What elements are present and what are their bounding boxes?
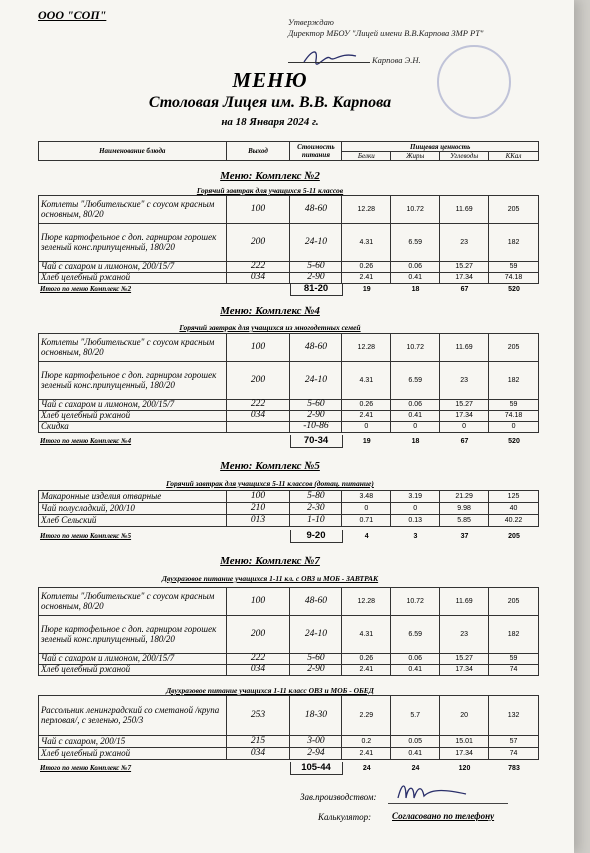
dish-protein: 4.31 <box>342 224 391 262</box>
total-carbs: 37 <box>460 532 469 540</box>
total-cost: 81-20 <box>290 283 342 295</box>
dish-name: Чай полусладкий, 200/10 <box>39 503 227 515</box>
production-manager-label: Зав.производством: <box>300 792 377 802</box>
dish-output: 100 <box>226 491 290 503</box>
col-cost-header: Стоимость питания <box>290 142 342 161</box>
dish-name: Котлеты "Любительские" с соусом красным основным, 80/20 <box>39 588 227 616</box>
dish-output: 100 <box>226 588 290 616</box>
dish-name: Хлеб целебный ржаной <box>39 665 227 676</box>
dish-kcal: 182 <box>489 224 539 262</box>
komplex7-lunch-meal: Двухразовое питание учащихся 1-11 класс ОВЗ и МОБ - ОБЕД <box>166 686 374 695</box>
dish-cost: 5-60 <box>290 654 342 665</box>
dish-cost: 18-30 <box>290 696 342 736</box>
table-row <box>39 616 539 654</box>
dish-output: 034 <box>226 665 290 676</box>
dish-carbs: 15.01 <box>440 736 489 748</box>
dish-fat: 0.41 <box>391 665 440 676</box>
dish-cost: 2-90 <box>290 273 342 284</box>
dish-carbs: 20 <box>440 696 489 736</box>
dish-fat: 0.06 <box>391 654 440 665</box>
total-kcal: 520 <box>508 285 520 293</box>
total-label: Итого по меню Комплекс №5 <box>40 532 132 540</box>
dish-fat: 0.41 <box>391 273 440 284</box>
dish-fat: 10.72 <box>391 196 440 224</box>
approval-block <box>288 17 498 38</box>
dish-kcal: 132 <box>489 696 539 736</box>
table-row <box>39 503 539 515</box>
dish-kcal: 182 <box>489 616 539 654</box>
total-fat: 18 <box>411 285 420 293</box>
table-row <box>39 224 539 262</box>
dish-kcal: 57 <box>489 736 539 748</box>
director-name: Карпова Э.Н. <box>372 55 421 65</box>
dish-protein: 0 <box>342 503 391 515</box>
dish-cost: 2-94 <box>290 748 342 760</box>
total-fat: 24 <box>411 764 420 772</box>
table-row <box>39 362 539 400</box>
signature-line <box>288 62 370 63</box>
dish-kcal: 59 <box>489 654 539 665</box>
dish-kcal: 74.18 <box>489 273 539 284</box>
dish-carbs: 17.34 <box>440 273 489 284</box>
dish-name: Скидка <box>39 422 227 433</box>
dish-cost: 2-30 <box>290 503 342 515</box>
total-label: Итого по меню Комплекс №4 <box>40 437 132 445</box>
dish-name: Пюре картофельное с доп. гарниром горошек зеленый конс.припущенный, 180/20 <box>39 616 227 654</box>
production-signature-line <box>388 803 508 804</box>
dish-output: 013 <box>226 515 290 527</box>
dish-output: 215 <box>226 736 290 748</box>
dish-cost: 5-60 <box>290 262 342 273</box>
dish-kcal: 205 <box>489 588 539 616</box>
dish-cost: 48-60 <box>290 588 342 616</box>
table-row <box>39 411 539 422</box>
table-row <box>39 696 539 736</box>
komplex4-title: Меню: Комплекс №4 <box>220 305 320 317</box>
dish-output: 210 <box>226 503 290 515</box>
dish-name: Хлеб целебный ржаной <box>39 273 227 284</box>
dish-output: 100 <box>226 334 290 362</box>
komplex5-table <box>38 490 539 527</box>
dish-name: Чай с сахаром и лимоном, 200/15/7 <box>39 262 227 273</box>
dish-output: 253 <box>226 696 290 736</box>
dish-fat: 0.13 <box>391 515 440 527</box>
dish-carbs: 23 <box>440 362 489 400</box>
dish-kcal: 74.18 <box>489 411 539 422</box>
dish-name: Пюре картофельное с доп. гарниром горошек зеленый конс.припущенный, 180/20 <box>39 362 227 400</box>
dish-protein: 0.26 <box>342 654 391 665</box>
table-row <box>39 196 539 224</box>
dish-output: 200 <box>226 362 290 400</box>
total-cost: 105-44 <box>290 762 342 774</box>
komplex4-table <box>38 333 539 433</box>
dish-protein: 0.26 <box>342 262 391 273</box>
dish-protein: 2.41 <box>342 665 391 676</box>
dish-fat: 0.41 <box>391 411 440 422</box>
dish-cost: 48-60 <box>290 196 342 224</box>
komplex2-title: Меню: Комплекс №2 <box>220 170 320 182</box>
production-manager-signature <box>392 778 472 806</box>
table-row <box>39 654 539 665</box>
dish-carbs: 17.34 <box>440 411 489 422</box>
dish-output: 100 <box>226 196 290 224</box>
dish-cost: 24-10 <box>290 616 342 654</box>
total-carbs: 67 <box>460 285 469 293</box>
dish-name: Чай с сахаром и лимоном, 200/15/7 <box>39 654 227 665</box>
komplex7-lunch-table <box>38 695 539 760</box>
dish-protein: 0.2 <box>342 736 391 748</box>
dish-carbs: 23 <box>440 224 489 262</box>
dish-cost: 48-60 <box>290 334 342 362</box>
dish-carbs: 11.69 <box>440 588 489 616</box>
dish-carbs: 21.29 <box>440 491 489 503</box>
director-signature <box>300 44 360 70</box>
dish-name: Пюре картофельное с доп. гарниром горошек зеленый конс.припущенный, 180/20 <box>39 224 227 262</box>
dish-fat: 6.59 <box>391 224 440 262</box>
dish-cost: 3-00 <box>290 736 342 748</box>
dish-output: 200 <box>226 224 290 262</box>
total-carbs: 67 <box>460 437 469 445</box>
col-kcal-header: ККал <box>489 152 539 161</box>
dish-fat: 6.59 <box>391 362 440 400</box>
komplex4-total <box>38 435 539 448</box>
dish-protein: 12.28 <box>342 588 391 616</box>
dish-cost: 2-90 <box>290 411 342 422</box>
total-fat: 18 <box>411 437 420 445</box>
total-kcal: 205 <box>508 532 520 540</box>
dish-name: Чай с сахаром, 200/15 <box>39 736 227 748</box>
dish-kcal: 40 <box>489 503 539 515</box>
dish-kcal: 40.22 <box>489 515 539 527</box>
dish-protein: 2.41 <box>342 748 391 760</box>
table-row <box>39 736 539 748</box>
dish-kcal: 59 <box>489 262 539 273</box>
dish-carbs: 15.27 <box>440 400 489 411</box>
dish-carbs: 11.69 <box>440 334 489 362</box>
dish-kcal: 182 <box>489 362 539 400</box>
dish-protein: 12.28 <box>342 196 391 224</box>
komplex7-breakfast-table <box>38 587 539 676</box>
dish-carbs: 17.34 <box>440 665 489 676</box>
col-carbs-header: Углеводы <box>440 152 489 161</box>
dish-protein: 0 <box>342 422 391 433</box>
total-fat: 3 <box>413 532 418 540</box>
table-row <box>39 515 539 527</box>
dish-cost: 5-80 <box>290 491 342 503</box>
dish-carbs: 15.27 <box>440 654 489 665</box>
dish-kcal: 0 <box>489 422 539 433</box>
calculator-value: Согласовано по телефону <box>392 811 495 821</box>
dish-fat: 0 <box>391 422 440 433</box>
dish-carbs: 5.85 <box>440 515 489 527</box>
dish-fat: 10.72 <box>391 588 440 616</box>
komplex5-meal: Горячий завтрак для учащихся 5-11 классов (дотац. питание) <box>166 479 374 488</box>
dish-name: Котлеты "Любительские" с соусом красным основным, 80/20 <box>39 196 227 224</box>
col-output-header: Выход <box>226 142 290 161</box>
col-fat-header: Жиры <box>391 152 440 161</box>
total-protein: 19 <box>362 437 371 445</box>
komplex5-title: Меню: Комплекс №5 <box>220 460 320 472</box>
dish-carbs: 17.34 <box>440 748 489 760</box>
canteen-name: Столовая Лицея им. В.В. Карпова <box>148 94 392 111</box>
dish-kcal: 74 <box>489 748 539 760</box>
total-cost: 70-34 <box>290 435 342 447</box>
dish-cost: 1-10 <box>290 515 342 527</box>
komplex5-total <box>38 530 539 543</box>
dish-fat: 6.59 <box>391 616 440 654</box>
table-row <box>39 491 539 503</box>
table-row <box>39 334 539 362</box>
dish-protein: 2.41 <box>342 411 391 422</box>
komplex2-meal: Горячий завтрак для учащихся 5-11 классов <box>196 186 344 195</box>
dish-protein: 3.48 <box>342 491 391 503</box>
dish-name: Хлеб целебный ржаной <box>39 748 227 760</box>
dish-name: Котлеты "Любительские" с соусом красным основным, 80/20 <box>39 334 227 362</box>
total-protein: 19 <box>362 285 371 293</box>
komplex7-breakfast-meal: Двухразовое питание учащихся 1-11 кл. с ОВЗ и МОБ - ЗАВТРАК <box>161 574 379 583</box>
dish-output <box>226 422 290 433</box>
dish-name: Рассольник ленинградский со сметаной /крупа перловая/, с зеленью, 250/3 <box>39 696 227 736</box>
komplex7-total <box>38 762 539 775</box>
dish-fat: 0.41 <box>391 748 440 760</box>
menu-date: на 18 Января 2024 г. <box>221 116 319 128</box>
dish-fat: 10.72 <box>391 334 440 362</box>
organization-name: ООО "СОП" <box>38 8 107 22</box>
dish-kcal: 59 <box>489 400 539 411</box>
dish-carbs: 11.69 <box>440 196 489 224</box>
table-row <box>39 748 539 760</box>
dish-carbs: 15.27 <box>440 262 489 273</box>
table-row <box>39 422 539 433</box>
approval-position: Директор МБОУ "Лицей имени В.В.Карпова ЗМР РТ" <box>288 27 484 38</box>
dish-name: Макаронные изделия отварные <box>39 491 227 503</box>
approval-word: Утверждаю <box>288 17 334 27</box>
table-row <box>39 273 539 284</box>
dish-fat: 5.7 <box>391 696 440 736</box>
table-row <box>39 665 539 676</box>
total-kcal: 783 <box>508 764 520 772</box>
komplex2-table <box>38 195 539 284</box>
dish-cost: 24-10 <box>290 362 342 400</box>
table-row <box>39 262 539 273</box>
dish-name: Хлеб целебный ржаной <box>39 411 227 422</box>
total-kcal: 520 <box>508 437 520 445</box>
dish-cost: 2-90 <box>290 665 342 676</box>
dish-carbs: 9.98 <box>440 503 489 515</box>
total-protein: 4 <box>364 532 369 540</box>
dish-protein: 12.28 <box>342 334 391 362</box>
dish-cost: 24-10 <box>290 224 342 262</box>
total-label: Итого по меню Комплекс №7 <box>40 764 132 772</box>
dish-protein: 2.41 <box>342 273 391 284</box>
dish-output: 034 <box>226 748 290 760</box>
dish-output: 222 <box>226 400 290 411</box>
dish-output: 200 <box>226 616 290 654</box>
dish-fat: 3.19 <box>391 491 440 503</box>
dish-name: Чай с сахаром и лимоном, 200/15/7 <box>39 400 227 411</box>
total-label: Итого по меню Комплекс №2 <box>40 285 132 293</box>
dish-carbs: 23 <box>440 616 489 654</box>
dish-kcal: 205 <box>489 196 539 224</box>
column-header-table <box>38 141 539 161</box>
dish-cost: -10-86 <box>290 422 342 433</box>
dish-fat: 0 <box>391 503 440 515</box>
dish-fat: 0.06 <box>391 400 440 411</box>
komplex7-title: Меню: Комплекс №7 <box>220 555 320 567</box>
dish-protein: 4.31 <box>342 362 391 400</box>
col-protein-header: Белки <box>342 152 391 161</box>
col-nutrition-header: Пищевая ценность <box>342 142 539 152</box>
dish-fat: 0.05 <box>391 736 440 748</box>
table-row <box>39 588 539 616</box>
dish-protein: 4.31 <box>342 616 391 654</box>
dish-output: 222 <box>226 654 290 665</box>
dish-kcal: 125 <box>489 491 539 503</box>
komplex2-total <box>38 283 539 296</box>
dish-fat: 0.06 <box>391 262 440 273</box>
table-row <box>39 400 539 411</box>
komplex4-meal: Горячий завтрак для учащихся из многодетных семей <box>179 323 361 332</box>
dish-protein: 0.26 <box>342 400 391 411</box>
dish-output: 034 <box>226 411 290 422</box>
calculator-label: Калькулятор: <box>318 812 372 822</box>
total-cost: 9-20 <box>290 530 342 542</box>
dish-kcal: 205 <box>489 334 539 362</box>
dish-cost: 5-60 <box>290 400 342 411</box>
col-name-header: Наименование блюда <box>39 142 227 161</box>
total-carbs: 120 <box>458 764 471 772</box>
dish-kcal: 74 <box>489 665 539 676</box>
total-protein: 24 <box>362 764 371 772</box>
dish-name: Хлеб Сельский <box>39 515 227 527</box>
dish-carbs: 0 <box>440 422 489 433</box>
dish-protein: 2.29 <box>342 696 391 736</box>
dish-output: 034 <box>226 273 290 284</box>
dish-output: 222 <box>226 262 290 273</box>
dish-protein: 0.71 <box>342 515 391 527</box>
page-title: МЕНЮ <box>232 68 308 92</box>
